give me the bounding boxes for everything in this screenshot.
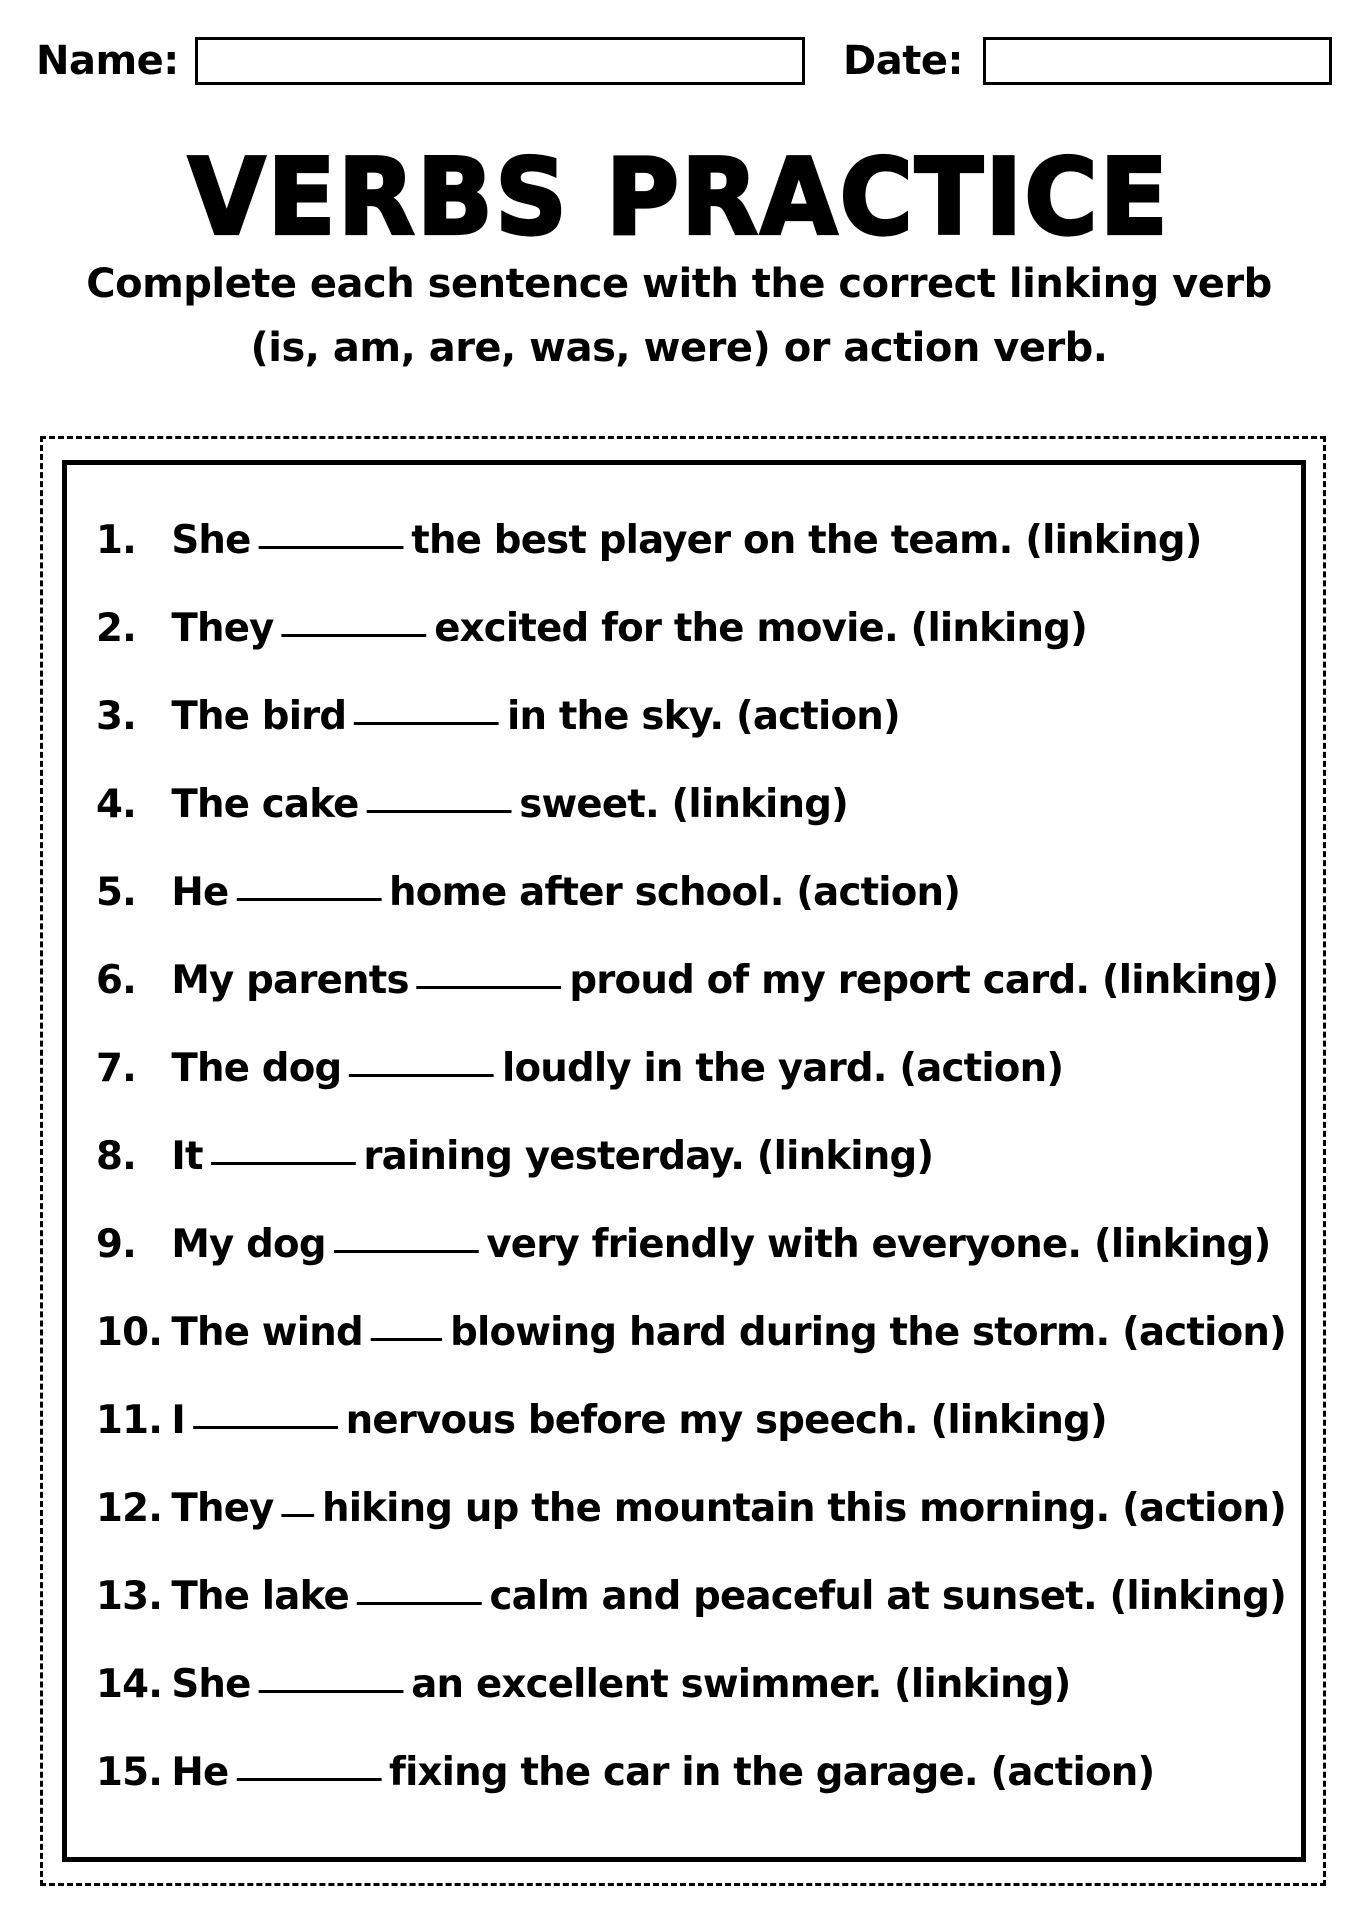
question-subject: They (171, 1486, 274, 1531)
answer-blank[interactable] (357, 1601, 482, 1605)
answer-blank[interactable] (281, 1513, 314, 1517)
question-predicate: in the sky. (action) (506, 694, 900, 739)
question-item (96, 1298, 1286, 1386)
name-field[interactable] (195, 37, 805, 85)
question-predicate: proud of my report card. (linking) (569, 958, 1279, 1003)
date-field[interactable] (983, 37, 1332, 85)
question-predicate: fixing the car in the garage. (action) (389, 1750, 1155, 1795)
question-item (96, 1738, 1286, 1826)
answer-blank[interactable] (259, 545, 404, 549)
question-predicate: blowing hard during the storm. (action) (450, 1310, 1286, 1355)
question-number: 8. (96, 1134, 137, 1179)
answer-blank[interactable] (211, 1161, 356, 1165)
question-predicate: very friendly with everyone. (linking) (486, 1222, 1271, 1267)
question-subject: The lake (171, 1574, 349, 1619)
question-subject: He (171, 870, 229, 915)
question-item (96, 1210, 1286, 1298)
question-predicate: hiking up the mountain this morning. (action) (321, 1486, 1286, 1531)
question-item (96, 1122, 1286, 1210)
question-subject: He (171, 1750, 229, 1795)
question-predicate: home after school. (action) (389, 870, 961, 915)
question-subject: The dog (171, 1046, 342, 1091)
question-subject: It (171, 1134, 203, 1179)
question-number: 13. (96, 1574, 163, 1619)
question-number: 2. (96, 606, 137, 651)
question-number: 14. (96, 1662, 163, 1707)
question-subject: They (171, 606, 274, 651)
question-number: 6. (96, 958, 137, 1003)
answer-blank[interactable] (367, 809, 512, 813)
question-item (96, 506, 1286, 594)
instructions: Complete each sentence with the correct linking verb (is, am, are, was, were) or action verb. (86, 261, 1272, 371)
question-item (96, 946, 1286, 1034)
question-number: 11. (96, 1398, 163, 1443)
question-item (96, 770, 1286, 858)
question-predicate: the best player on the team. (linking) (411, 518, 1202, 563)
question-item (96, 682, 1286, 770)
question-predicate: an excellent swimmer. (linking) (411, 1662, 1071, 1707)
header-row (36, 34, 1332, 88)
question-number: 4. (96, 782, 137, 827)
question-item (96, 1474, 1286, 1562)
question-subject: She (171, 1662, 251, 1707)
question-list (96, 506, 1296, 1826)
question-predicate: nervous before my speech. (linking) (345, 1398, 1107, 1443)
name-label: Name: (36, 38, 179, 84)
question-number: 12. (96, 1486, 163, 1531)
answer-blank[interactable] (417, 985, 562, 989)
question-item (96, 1650, 1286, 1738)
question-number: 1. (96, 518, 137, 563)
question-item (96, 1386, 1286, 1474)
question-number: 7. (96, 1046, 137, 1091)
answer-blank[interactable] (349, 1073, 494, 1077)
question-item (96, 1034, 1286, 1122)
question-subject: I (171, 1398, 185, 1443)
question-item (96, 1562, 1286, 1650)
question-number: 5. (96, 870, 137, 915)
question-item (96, 858, 1286, 946)
question-number: 9. (96, 1222, 137, 1267)
answer-blank[interactable] (236, 897, 381, 901)
date-label: Date: (843, 38, 963, 84)
question-predicate: raining yesterday. (linking) (363, 1134, 934, 1179)
question-number: 15. (96, 1750, 163, 1795)
answer-blank[interactable] (193, 1425, 338, 1429)
question-predicate: sweet. (linking) (519, 782, 848, 827)
answer-blank[interactable] (334, 1249, 479, 1253)
answer-blank[interactable] (259, 1689, 404, 1693)
question-predicate: loudly in the yard. (action) (502, 1046, 1064, 1091)
question-number: 10. (96, 1310, 163, 1355)
question-subject: My dog (171, 1222, 326, 1267)
question-subject: The wind (171, 1310, 363, 1355)
question-subject: She (171, 518, 251, 563)
question-predicate: excited for the movie. (linking) (434, 606, 1088, 651)
answer-blank[interactable] (354, 721, 499, 725)
question-number: 3. (96, 694, 137, 739)
answer-blank[interactable] (236, 1777, 381, 1781)
question-subject: The bird (171, 694, 347, 739)
question-subject: My parents (171, 958, 409, 1003)
worksheet-title: VERBS PRACTICE (188, 136, 1170, 259)
question-item (96, 594, 1286, 682)
answer-blank[interactable] (371, 1337, 442, 1341)
question-subject: The cake (171, 782, 359, 827)
answer-blank[interactable] (281, 633, 426, 637)
question-predicate: calm and peaceful at sunset. (linking) (489, 1574, 1287, 1619)
